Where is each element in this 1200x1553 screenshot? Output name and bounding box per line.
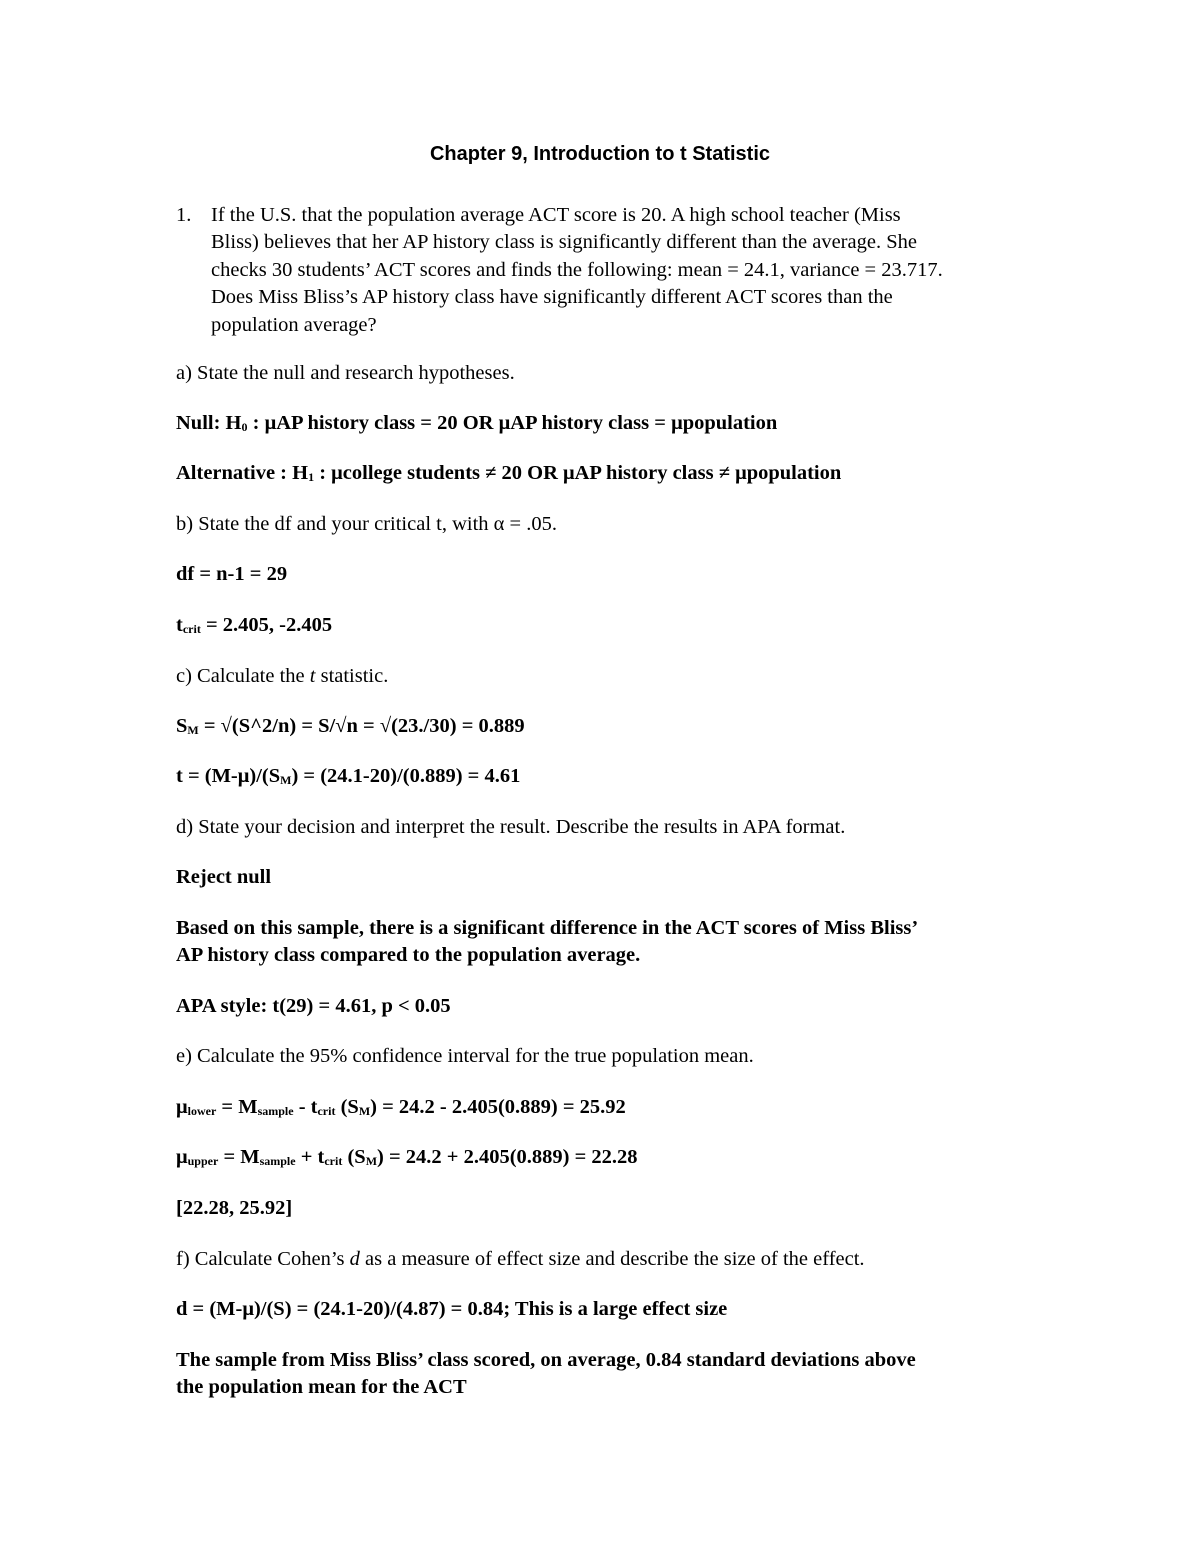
page-title: Chapter 9, Introduction to t Statistic <box>429 143 770 165</box>
critical-t: tcrit = 2.405, -2.405 <box>176 614 333 636</box>
question-line: checks 30 students’ ACT scores and finds the following: mean = 24.1, variance = 23.717. <box>211 258 943 281</box>
question-line: Bliss) believes that her AP history class is significantly different than the average. She <box>211 231 917 254</box>
ci-lower-bound: μlower = Msample - tcrit (SM) = 24.2 - 2.405(0.889) = 25.92 <box>176 1096 626 1118</box>
question-number: 1. <box>176 204 192 226</box>
part-a-prompt: a) State the null and research hypotheses. <box>176 362 515 384</box>
interpretation-line: Based on this sample, there is a significant difference in the ACT scores of Miss Bliss’ <box>176 917 919 939</box>
question-text <box>211 202 1061 339</box>
decision: Reject null <box>176 866 272 888</box>
cohens-d-formula: d = (M-μ)/(S) = (24.1-20)/(4.87) = 0.84; This is a large effect size <box>176 1298 728 1320</box>
ci-upper-bound: μupper = Msample + tcrit (SM) = 24.2 + 2.405(0.889) = 22.28 <box>176 1146 638 1168</box>
part-c-prompt: c) Calculate the t statistic. <box>176 665 389 687</box>
confidence-interval: [22.28, 25.92] <box>176 1197 293 1219</box>
summary-line: The sample from Miss Bliss’ class scored, on average, 0.84 standard deviations above <box>176 1349 916 1371</box>
question-line: If the U.S. that the population average ACT score is 20. A high school teacher (Miss <box>211 204 901 226</box>
part-d-prompt: d) State your decision and interpret the result. Describe the results in APA format. <box>176 816 846 838</box>
standard-error-formula: SM = √(S^2/n) = S/√n = √(23./30) = 0.889 <box>176 715 525 737</box>
alternative-hypothesis: Alternative : H1 : μcollege students ≠ 20 OR μAP history class ≠ μpopulation <box>176 462 842 484</box>
part-e-prompt: e) Calculate the 95% confidence interval for the true population mean. <box>176 1045 754 1067</box>
degrees-of-freedom: df = n-1 = 29 <box>176 563 288 585</box>
interpretation-line: AP history class compared to the population average. <box>176 944 641 966</box>
t-statistic-formula: t = (M-μ)/(SM) = (24.1-20)/(0.889) = 4.61 <box>176 765 521 787</box>
null-hypothesis: Null: H0 : μAP history class = 20 OR μAP history class = μpopulation <box>176 412 778 434</box>
part-f-prompt: f) Calculate Cohen’s d as a measure of effect size and describe the size of the effect. <box>176 1248 865 1270</box>
part-b-prompt: b) State the df and your critical t, with α = .05. <box>176 513 557 535</box>
question-line: population average? <box>211 313 377 336</box>
apa-style-result: APA style: t(29) = 4.61, p < 0.05 <box>176 995 451 1017</box>
question-line: Does Miss Bliss’s AP history class have significantly different ACT scores than the <box>211 286 893 309</box>
summary-line: the population mean for the ACT <box>176 1376 467 1398</box>
